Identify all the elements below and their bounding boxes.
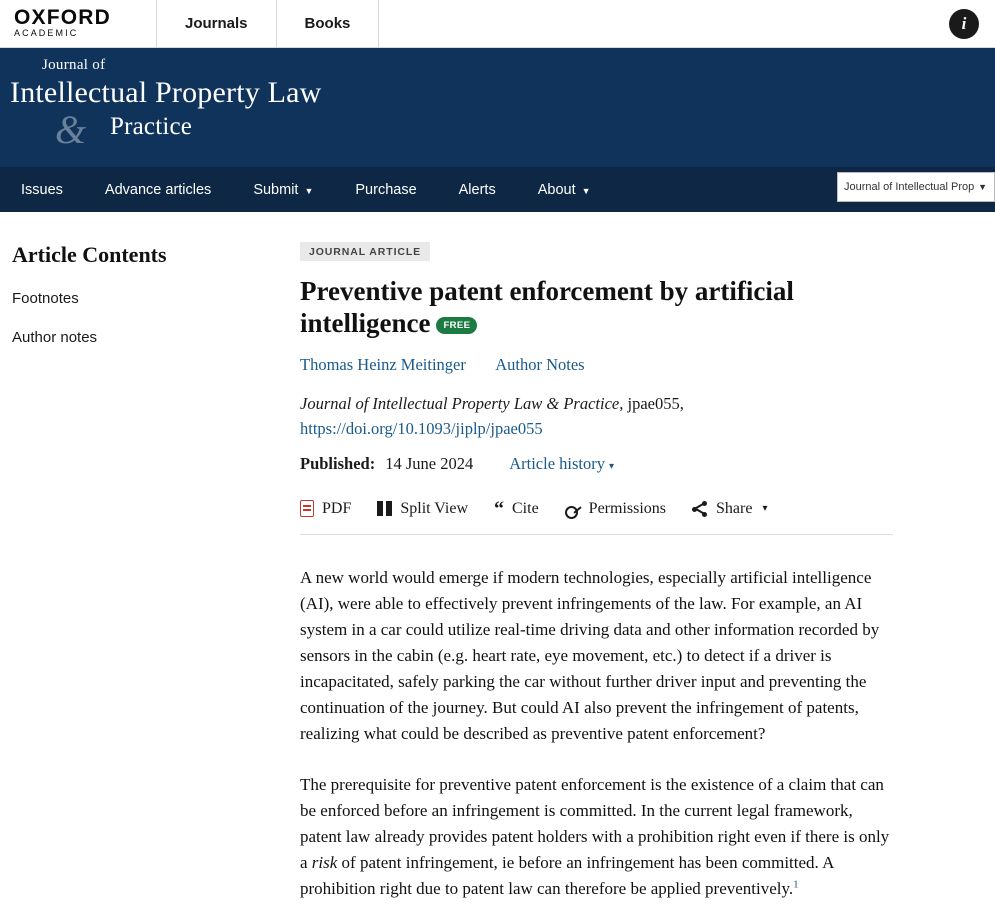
share-icon [692,501,708,517]
global-topbar [0,0,995,48]
nav-label: Purchase [355,181,417,198]
paragraph-2-emphasis: risk [311,852,338,872]
citation-journal-name: Journal of Intellectual Property Law & Practice [300,393,620,413]
article-history-toggle[interactable] [509,454,614,474]
doi-link[interactable]: https://doi.org/10.1093/jiplp/jpae055 [300,419,543,439]
nav-label: Submit [253,181,299,198]
article-history-label: Article history [509,453,605,473]
info-icon[interactable]: i [949,9,979,39]
logo-academic-text: ACADEMIC [14,28,79,38]
nav-item-issues[interactable] [0,167,84,212]
ampersand-glyph: & [55,107,87,152]
nav-label: About [537,181,576,198]
permissions-button[interactable] [565,500,666,518]
journal-title-line2: Intellectual Property Law [10,76,322,109]
published-row [300,454,893,474]
nav-label: Advance articles [104,181,212,198]
article-title-text: Preventive patent enforcement by artificial intelligence [300,276,794,339]
citation-suffix: , jpae055, [619,393,684,413]
article-main [300,242,945,902]
nav-label: Issues [21,181,63,198]
chevron-down-icon: ▼ [581,185,591,196]
author-line [300,355,893,375]
free-access-badge: FREE [436,317,477,333]
top-tab-books[interactable]: Books [277,0,380,47]
oxford-academic-logo[interactable] [0,0,157,47]
pdf-button[interactable] [300,500,351,518]
sidebar-item-footnotes[interactable]: Footnotes [12,290,79,307]
nav-item-advance-articles[interactable] [84,167,232,212]
citation-block [300,391,893,442]
journal-banner[interactable] [0,48,995,167]
author-notes-link[interactable]: Author Notes [495,354,585,374]
cite-button[interactable] [494,497,539,520]
page-body [0,212,995,902]
article-body [300,565,893,902]
nav-label: Alerts [458,181,496,198]
article-contents-sidebar [0,242,300,902]
permissions-label: Permissions [588,499,667,517]
nav-item-submit[interactable] [232,167,334,212]
logo-oxford-text: OXFORD [14,6,112,29]
pdf-label: PDF [322,499,352,517]
journal-select-dropdown[interactable] [837,172,995,202]
paragraph-2-part-a: The prerequisite for preventive patent enforcement is the existence of a claim that can be enforced before an infringement is committed. In the current legal framework, patent law already provides patent holders with a prohibition right even if there is only a [300,774,890,872]
nav-item-alerts[interactable] [438,167,517,212]
top-tab-journals[interactable]: Journals [157,0,277,47]
split-view-label: Split View [400,499,468,517]
nav-item-about[interactable] [517,167,612,212]
journal-select-value: Journal of Intellectual Prop [844,181,975,193]
paragraph-1: A new world would emerge if modern technologies, especially artificial intelligence (AI), were able to effectively prevent infringements of the law. For example, an AI system in a car could utilize real-time driving data and other information recorded by sensors in the cabin (e.g. heart rate, eye movement, etc.) to detect if a driver is incapacitated, safely parking the car without further driver input and preventing the continuation of the journey. But could AI also prevent the infringement of patents, realizing what could be described as preventive patent enforcement? [300,567,880,743]
share-button[interactable] [692,500,767,518]
pdf-icon [300,500,314,517]
main-navigation [0,167,995,212]
journal-title-line1: Journal of [42,57,106,73]
published-date: 14 June 2024 [385,453,474,473]
quote-icon: “ [494,497,504,520]
nav-item-purchase[interactable] [334,167,437,212]
chevron-down-icon: ▼ [978,182,987,192]
article-type-badge: JOURNAL ARTICLE [300,242,430,261]
sidebar-item-author-notes[interactable]: Author notes [12,329,98,346]
page-title [300,275,893,340]
chevron-down-icon: ▼ [304,185,314,196]
author-link[interactable]: Thomas Heinz Meitinger [300,354,466,374]
journal-title-line3: Practice [110,113,193,140]
paragraph-2 [300,772,893,902]
sidebar-heading: Article Contents [12,242,167,267]
split-view-button[interactable] [377,500,468,518]
published-label: Published: [300,453,376,473]
key-icon [565,501,581,517]
paragraph-2-part-b: of patent infringement, ie before an infringement has been committed. A prohibition right due to patent law can therefore be applied preventively. [300,852,834,898]
share-label: Share [716,499,753,517]
cite-label: Cite [512,499,539,517]
split-view-icon [377,501,392,516]
chevron-down-icon: ▾ [762,503,768,515]
chevron-down-icon: ▾ [608,460,615,472]
footnote-link-1[interactable]: 1 [793,878,799,891]
article-toolbar [300,497,893,535]
